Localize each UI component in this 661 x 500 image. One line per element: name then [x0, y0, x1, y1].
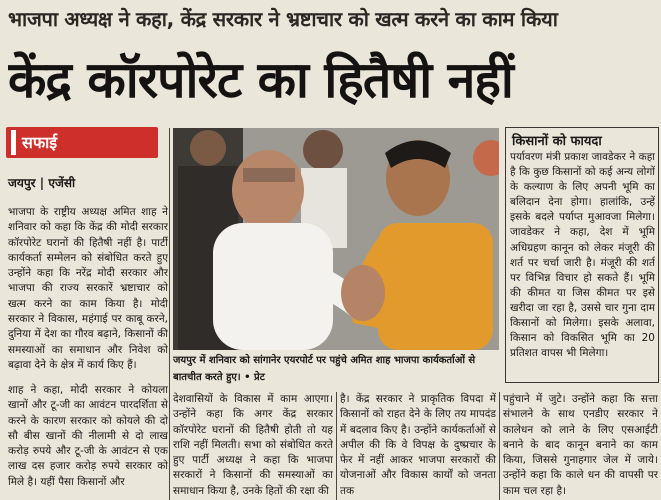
- article-paragraph-2: शाह ने कहा, मोदी सरकार ने कोयला खानों और टू-जी का आवंटन पारदर्शिता से करने के कारण सरकार को कोयले की दो सौ बीस खानों की नीलामी से दो लाख करोड़ रुपये और टू-जी के आवंटन से एक लाख दस हजार करोड़ रुपये सरकार को मिले है। यहीं पैसा किसानों और: [8, 384, 168, 488]
- main-headline: केंद्र कॉरपोरेट का हितैषी नहीं: [8, 51, 513, 109]
- article-column-4: पहुंचाने में जुटे। उन्होंने कहा कि सत्ता संभालने के साथ एनडीए सरकार ने कालेधन को लाने के लिए एसआईटी बनाने के बाद कानून बनाने का काम किया, जिससे गुनाहगार जेल में जाये। उन्होंने कहा कि काले धन की वापसी पर काम चल रहा है।: [503, 393, 658, 497]
- article-column-1: [8, 205, 168, 383]
- column-rule: [169, 128, 170, 500]
- news-photo-illustration: [173, 128, 499, 350]
- sidebar-title: किसानों को फायदा: [512, 134, 602, 149]
- sidebar-body: पर्यावरण मंत्री प्रकाश जावडेकर ने कहा है कि कुछ किसानों को कई अन्य लोगों के कल्याण के लिए अपनी भूमि का बलिदान देना होगा। हालांकि, उन्हें इसके बदले पर्याप्त मुआवजा मिलेगा। जावडेकर ने कहा, देश में भूमि अधिग्रहण कानून को लेकर मंजूरी की शर्त पर चर्चा जारी है। मंजूरी की शर्त पर विभिन्न विचार हो सकते हैं। भूमि की कीमत या जिस कीमत पर इसे खरीदा जा रहा है, उससे चार गुना दाम किसानों को मिलेगा। इसके अलावा, किसान को विकसित भूमि का 20 प्रतिशत वापस भी मिलेगा।: [510, 151, 655, 360]
- column-rule: [336, 392, 337, 500]
- article-column-1-continued: [8, 383, 168, 500]
- photo-caption: जयपुर में शनिवार को सांगानेर एयरपोर्ट पर पहुंचे अमित शाह भाजपा कार्यकर्ताओं से बातचीत करते हुए। • प्रेट: [173, 355, 476, 383]
- section-tag-stripe: [11, 130, 16, 155]
- dateline: जयपुर | एजेंसी: [8, 176, 76, 190]
- section-tag-label: सफाई: [22, 133, 58, 152]
- kicker-headline: भाजपा अध्यक्ष ने कहा, केंद्र सरकार ने भ्रष्टाचार को खत्म करने का काम किया: [8, 7, 558, 31]
- column-rule: [499, 392, 500, 500]
- section-tag: [6, 127, 158, 158]
- article-paragraph-1: भाजपा के राष्ट्रीय अध्यक्ष अमित शाह ने शनिवार को कहा कि केंद्र की मोदी सरकार कॉरपोरेट घरानों की हितैषी नहीं है। पार्टी कार्यकर्ता सम्मेलन को संबोधित करते हुए उन्होंने कहा कि नरेंद्र मोदी सरकार और भाजपा की राज्य सरकारें भ्रष्टाचार को खत्म करने का काम किया है। मोदी सरकार ने विकास, महंगाई पर काबू करने, दुनिया में देश का गौरव बढ़ाने, किसानों की समस्याओं का समाधान और निवेश को बढ़ावा देने के क्षेत्र में कार्य किए हैं।: [8, 206, 168, 371]
- article-column-2: देशवासियों के विकास में काम आएगा। उन्होंने कहा कि अगर केंद्र सरकार कॉरपोरेट घरानों की हितैषी होती तो यह राशि नहीं मिलती। सभा को संबोधित करते हुए पार्टी अध्यक्ष ने कहा कि भाजपा सरकारों ने किसानों की समस्याओं का समाधान किया है, उनके हितों की रक्षा की: [173, 393, 333, 497]
- news-photo: [173, 128, 499, 350]
- article-column-3: है। केंद्र सरकार ने प्राकृतिक विपदा में किसानों को राहत देने के लिए तय मापदंड में बदलाव किए है। उन्होंने कार्यकर्ताओं से अपील की कि वे विपक्ष के दुष्प्रचार के फेर में नहीं आकर भाजपा सरकारों की योजनाओं और विकास कार्यों को जनता तक: [340, 393, 496, 497]
